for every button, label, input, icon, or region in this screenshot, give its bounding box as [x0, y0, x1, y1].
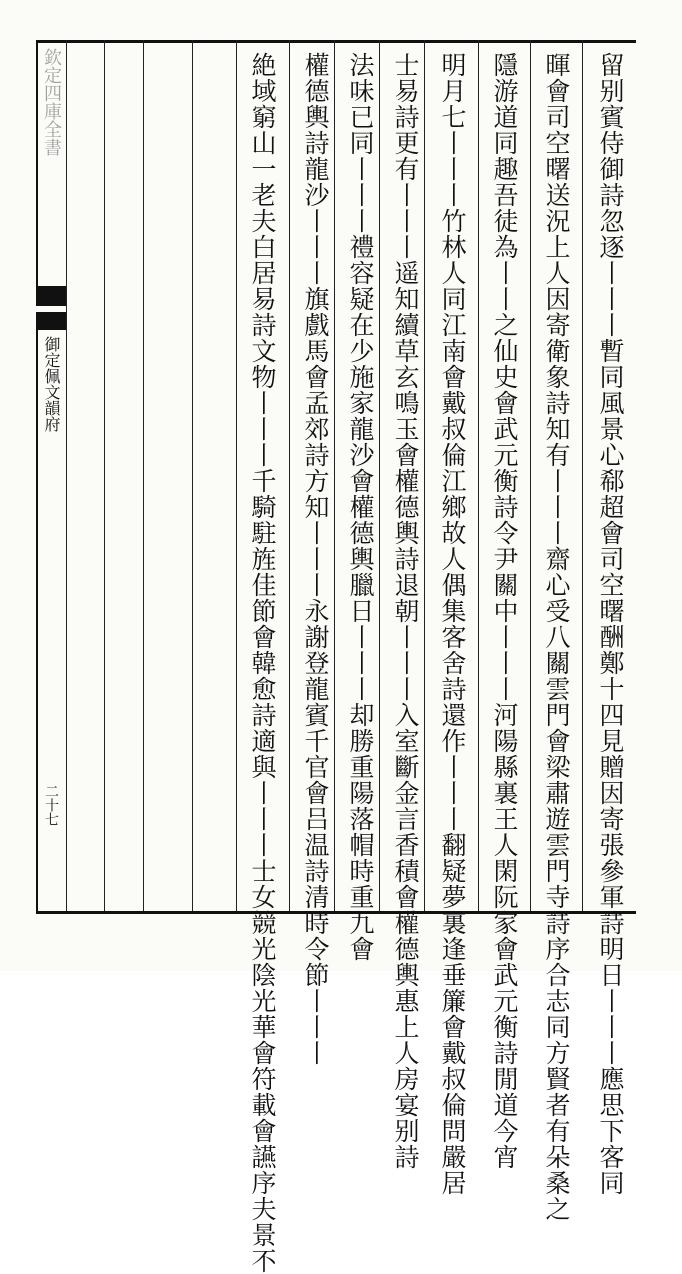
- column-rule: [236, 40, 237, 911]
- column-rule: [379, 40, 380, 911]
- page-number: 二十七: [43, 784, 59, 826]
- column-rule: [334, 40, 335, 911]
- text-column: 法味已同丨丨丨禮容疑在少施家龍沙會權德輿臘日丨丨丨却勝重陽落帽時重九會: [346, 52, 375, 962]
- text-column: 絶域窮山一老夫白居易詩文物丨丨丨千騎駐旌佳節會韓愈詩適與丨丨丨士女競光陰光華會符載會讌序夫景不: [248, 52, 277, 1274]
- column-rule: [289, 40, 290, 911]
- text-column: 暉會司空曙送況上人因寄衛象詩知有丨丨丨齋心受八關雲門會梁肅遊雲門寺詩序合志同方賢者有朵桑之: [542, 52, 571, 1222]
- fishtail-mark: [36, 286, 66, 330]
- text-column: 明月七丨丨丨竹林人同江南會戴叔倫江鄉故人偶集客舍詩還作丨丨丨翻疑夢裏逢垂簾會戴叔倫問嚴居: [438, 52, 467, 1196]
- text-column: 權德輿詩龍沙丨丨丨旗戲馬會孟郊詩方知丨丨丨永謝登龍賓千官會吕温詩清時令節丨丨丨: [301, 52, 330, 1066]
- text-column: 士易詩更有丨丨丨遥知續草玄鳴玉會權德輿詩退朝丨丨丨入室斷金言香積會權德輿惠上人房宴别詩: [391, 52, 420, 1170]
- page-gutter: [36, 40, 66, 908]
- running-head: 欽定四庫全書: [41, 48, 62, 156]
- column-rule: [104, 40, 105, 911]
- column-rule: [582, 40, 583, 911]
- column-rule: [530, 40, 531, 911]
- column-rule: [143, 40, 144, 911]
- text-column: 隱游道同趣吾徒為丨丨之仙史會武元衡詩令尹關中丨丨丨河陽縣裏王人閑阮家會武元衡詩閒道今宵: [490, 52, 519, 1170]
- column-rule: [424, 40, 425, 911]
- column-rule: [66, 40, 67, 911]
- column-rule: [478, 40, 479, 911]
- book-title: 御定佩文韻府: [42, 336, 61, 432]
- text-column: 留别賓侍御詩忽逐丨丨丨暫同風景心郗超會司空曙酬鄭十四見贈因寄張參軍詩明日丨丨丨應思下客同: [596, 52, 625, 1196]
- column-rule: [192, 40, 193, 911]
